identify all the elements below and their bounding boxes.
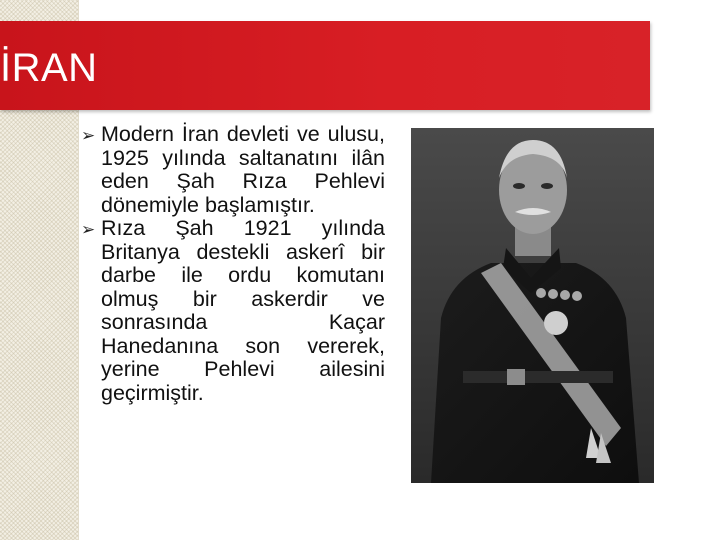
bullet-item xyxy=(80,123,385,217)
bullet-item xyxy=(80,217,385,405)
portrait-image xyxy=(411,128,654,483)
slide-title: İRAN xyxy=(0,46,98,90)
arrow-bullet-icon: ➢ xyxy=(81,126,96,145)
bullet-text: Rıza Şah 1921 yılında Britanya destekli askerî bir darbe ile ordu komutanı olmuş bir askerdir ve sonrasında Kaçar Hanedanına son vererek, yerine Pehlevi ailesini geçirmiştir. xyxy=(101,216,385,405)
bullet-list xyxy=(80,123,385,405)
arrow-bullet-icon: ➢ xyxy=(81,220,96,239)
portrait-photo xyxy=(411,128,654,483)
bullet-text: Modern İran devleti ve ulusu, 1925 yılında saltanatını ilân eden Şah Rıza Pehlevi dönemiyle başlamıştır. xyxy=(101,122,385,217)
